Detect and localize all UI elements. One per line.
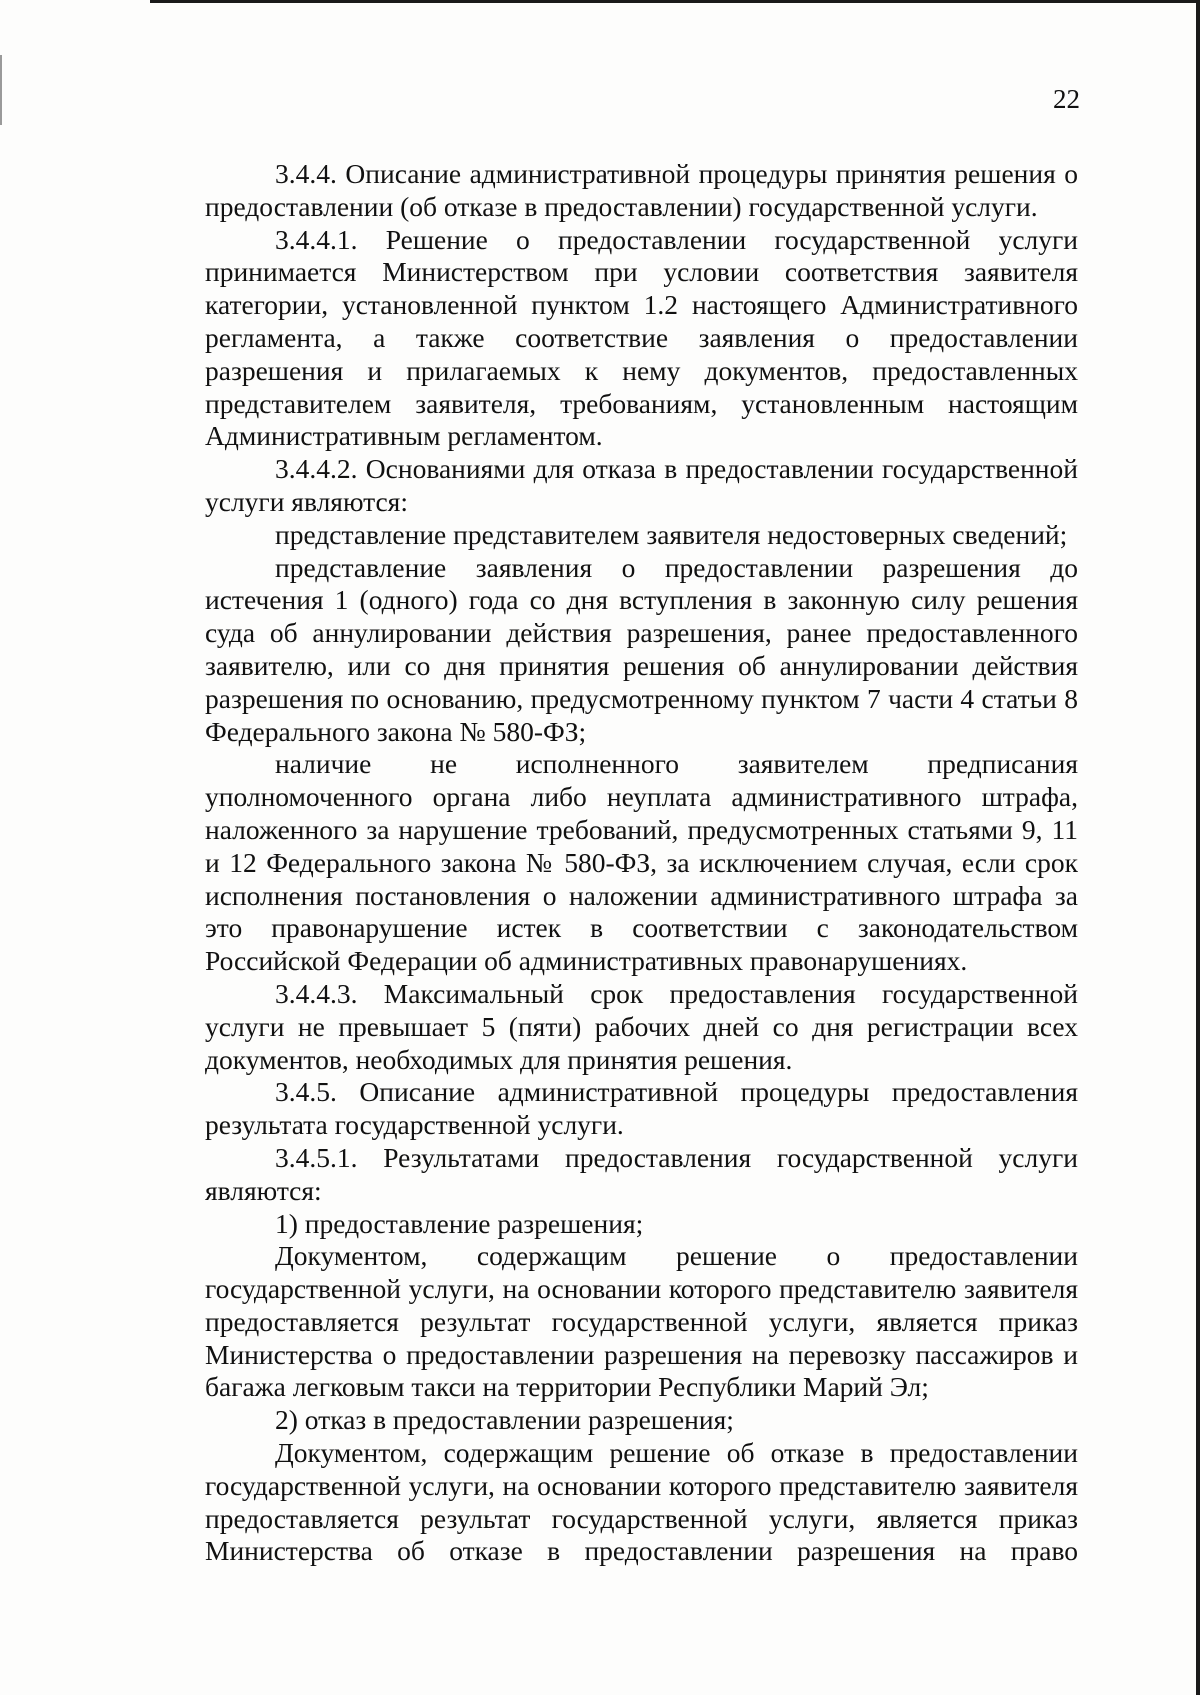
refusal-ground-2: представление заявления о предоставлении разрешения до истечения 1 (одного) года со дня вступления в законную силу решения суда об аннулировании действия разрешения, ранее предоставленного заявителю, или со дня принятия решения об аннулировании действия разрешения по основанию, предусмотренному пунктом 7 части 4 статьи 8 Федерального закона № 580-ФЗ; [205,551,1078,747]
page-number: 22 [1053,84,1080,114]
result-item-2: 2) отказ в предоставлении разрешения; [275,1404,734,1436]
scan-edge-top [150,0,1200,3]
refusal-ground-1: представление представителем заявителя недостоверных сведений; [275,518,1068,550]
result-item-1-document: Документом, содержащим решение о предоставлении государственной услуги, на основании которого представителю заявителя предоставляется результат государственной услуги, является приказ Министерства о предоставлении разрешения на перевозку пассажиров и багажа легковым такси на территории Республики Марий Эл; [205,1240,1078,1403]
document-body [205,158,1078,1568]
paragraph-3-4-4: 3.4.4. Описание административной процедуры принятия решения о предоставлении (об отказе в предоставлении) государственной услуги. [205,158,1078,222]
paragraph-3-4-4-2: 3.4.4.2. Основаниями для отказа в предоставлении государственной услуги являются: [205,453,1078,517]
paragraph-3-4-5: 3.4.5. Описание административной процедуры предоставления результата государственной услуги. [205,1076,1078,1141]
refusal-ground-3: наличие не исполненного заявителем предписания уполномоченного органа либо неуплата административного штрафа, наложенного за нарушение требований, предусмотренных статьями 9, 11 и 12 Федерального закона № 580-ФЗ, за исключением случая, если срок исполнения постановления о наложении административного штрафа за это правонарушение истек в соответствии с законодательством Российской Федерации об административных правонарушениях. [205,748,1078,977]
paragraph-3-4-5-1: 3.4.5.1. Результатами предоставления государственной услуги являются: [205,1141,1078,1206]
result-item-2-document: Документом, содержащим решение об отказе в предоставлении государственной услуги, на основании которого представителю заявителя предоставляется результат государственной услуги, является приказ Министерства об отказе в предоставлении разрешения на право [205,1437,1078,1567]
paragraph-3-4-4-1: 3.4.4.1. Решение о предоставлении государственной услуги принимается Министерством при условии соответствия заявителя категории, установленной пунктом 1.2 настоящего Административного регламента, а также соответствие заявления о предоставлении разрешения и прилагаемых к нему документов, предоставленных представителем заявителя, требованиям, установленным настоящим Административным регламентом. [205,223,1078,452]
scan-edge-right [1196,0,1200,1695]
result-item-1: 1) предоставление разрешения; [275,1207,644,1239]
paragraph-3-4-4-3: 3.4.4.3. Максимальный срок предоставления государственной услуги не превышает 5 (пяти) рабочих дней со дня регистрации всех документов, необходимых для принятия решения. [205,977,1078,1075]
scan-edge-left [0,55,2,125]
